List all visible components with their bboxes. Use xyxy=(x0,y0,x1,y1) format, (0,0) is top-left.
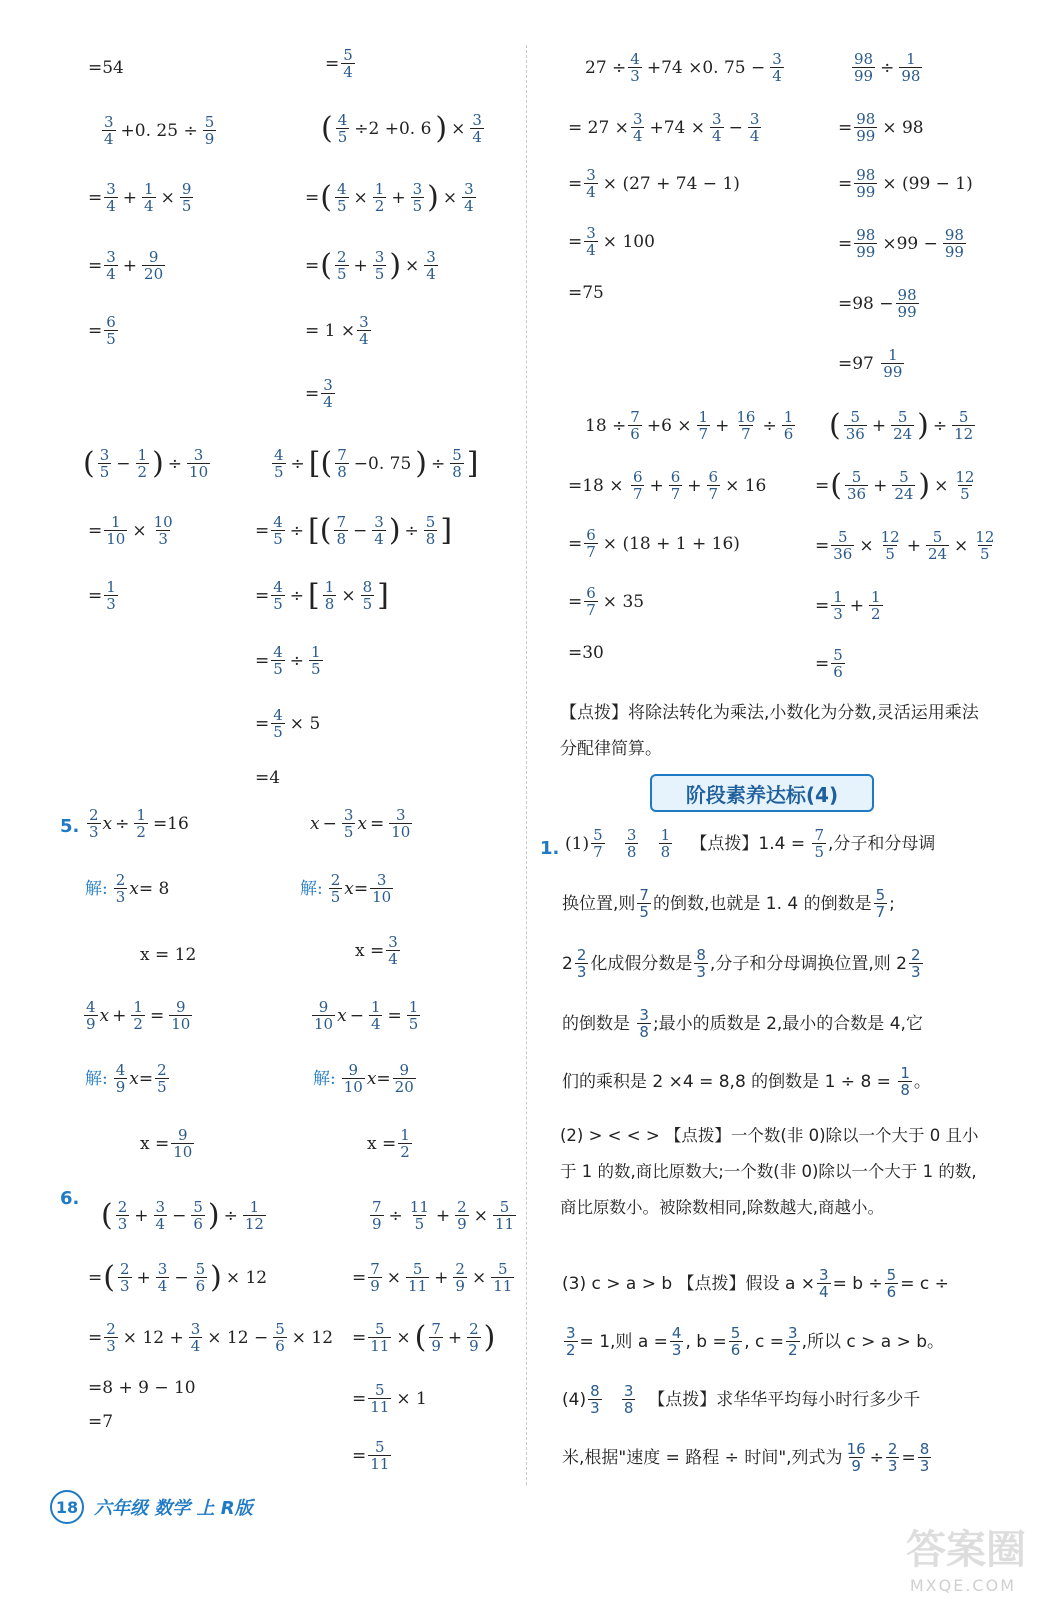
eq-4b: ( $\frac{4}{5}$ ÷2 +0. 6 ) × $\frac{3}{4}$ xyxy=(321,111,482,146)
step-5a-1: 解: 2 3 x = 8 xyxy=(85,871,170,906)
page-footer xyxy=(50,1490,253,1524)
step-t-2: = $\frac{6}{7}$ × (18 + 1 + 16) xyxy=(568,526,740,561)
eq-s1: $\frac{98}{99}$ ÷ $\frac{1}{98}$ xyxy=(854,50,921,85)
step-r-2: = $\frac{3}{4}$ × (27 + 74 − 1) xyxy=(568,166,740,201)
section-title: 阶段素养达标(4) xyxy=(650,774,874,812)
column-divider xyxy=(526,45,527,1485)
eq-t1: 18 ÷ $\frac{7}{6}$ +6 × $\frac{1}{7}$ + $\frac{16}{7}$ ÷ $\frac{1}{6}$ xyxy=(585,408,794,443)
eq-4d: $\frac{4}{5}$ ÷ [( 7 8 −0. 75 ) ÷ $\frac{5}{8}$ ] xyxy=(274,446,479,481)
step-t-3: = $\frac{6}{7}$ × 35 xyxy=(568,584,645,619)
step-4d-5: =4 xyxy=(255,768,281,788)
step-4a-2: = 3 4 + $\frac{9}{20}$ xyxy=(88,248,164,283)
step-t-4: =30 xyxy=(568,643,604,663)
answer-3-1: (3) c > a > b 【点拨】假设 a × $\frac{3}{4}$ = b ÷ $\frac{5}{6}$ = c ÷ xyxy=(562,1266,949,1301)
step-4b-4: = 3 4 xyxy=(305,376,333,411)
hint-note-1: 【点拨】将除法转化为乘法,小数化为分数,灵活运用乘法分配律简算。 xyxy=(560,703,979,759)
answer-1-4: 的倒数是 3 8 ;最小的质数是 2,最小的合数是 4,它 xyxy=(562,1006,923,1041)
watermark-url: MXQE.COM xyxy=(909,1576,1016,1595)
step-4a-3: = 6 5 xyxy=(88,313,116,348)
book-brand: 六年级 数学 上 R版 xyxy=(94,1498,253,1519)
step-4b-3: = 1 × 3 4 xyxy=(305,313,369,348)
step-6b-3: = $\frac{5}{11}$ × 1 xyxy=(352,1381,427,1416)
step-5d-2: x = $\frac{1}{2}$ xyxy=(367,1126,410,1161)
eq-5a: 2 3 x ÷ $\frac{1}{2}$ =16 xyxy=(89,806,189,841)
step-6a-2: = $\frac{2}{3}$ × 12 + $\frac{3}{4}$ × 12 − $\frac{5}{6}$ × 12 xyxy=(88,1320,334,1355)
eq-6b: $\frac{7}{9}$ ÷ $\frac{11}{5}$ + $\frac{2}{9}$ × $\frac{5}{11}$ xyxy=(372,1198,515,1233)
step-4d-3: = $\frac{4}{5}$ ÷ $\frac{1}{5}$ xyxy=(255,643,321,678)
step-6b-1: = $\frac{7}{9}$ × $\frac{5}{11}$ + $\frac{2}{9}$ × $\frac{5}{11}$ xyxy=(352,1260,513,1295)
eq-6a: ( 2 3 + $\frac{3}{4}$ − $\frac{5}{6}$ ) ÷ $\frac{1}{12}$ xyxy=(101,1198,264,1233)
step-r-3: = $\frac{3}{4}$ × 100 xyxy=(568,224,655,259)
eq-5d: 9 10 x − $\frac{1}{4}$ = $\frac{1}{5}$ xyxy=(314,998,419,1033)
step-u-3: = 1 3 + $\frac{1}{2}$ xyxy=(815,588,881,623)
step-6a-3: =8 + 9 − 10 xyxy=(88,1378,196,1398)
step-4b-2: = ( 2 5 + $\frac{3}{5}$ ) × $\frac{3}{4}$ xyxy=(305,248,436,283)
answer-1-3: 2 2 3 化成假分数是 8 3 ,分子和分母调换位置,则 2 2 3 xyxy=(562,946,921,981)
step-s-1: = $\frac{98}{99}$ × 98 xyxy=(838,110,924,145)
eq-4a: 3 4 +0. 25 ÷ $\frac{5}{9}$ xyxy=(104,113,215,148)
question-5-number: 5. xyxy=(60,816,80,837)
step-4c-1: = $\frac{1}{10}$ × $\frac{10}{3}$ xyxy=(88,513,173,548)
question-6-number: 6. xyxy=(60,1188,80,1209)
line-l2: = 5 4 xyxy=(325,46,353,81)
step-6b-2: = $\frac{5}{11}$ × ( 7 9 + $\frac{2}{9}$ ) xyxy=(352,1320,496,1355)
step-s-5: =97 1 99 xyxy=(838,346,903,381)
step-r-1: = 27 × 3 4 +74 × $\frac{3}{4}$ − $\frac{3}{4}$ xyxy=(568,110,760,145)
eq-4c: ( 3 5 − $\frac{1}{2}$ ) ÷ $\frac{3}{10}$ xyxy=(83,446,209,481)
step-6b-4: = 5 11 xyxy=(352,1438,390,1473)
step-t-1: =18 × $\frac{6}{7}$ + $\frac{6}{7}$ + $\frac{6}{7}$ × 16 xyxy=(568,468,767,503)
step-s-2: = $\frac{98}{99}$ × (99 − 1) xyxy=(838,166,973,201)
step-4b-1: = ( $\frac{4}{5}$ × $\frac{1}{2}$ + $\frac{3}{5}$ ) × $\frac{3}{4}$ xyxy=(305,180,474,215)
step-4d-2: = $\frac{4}{5}$ ÷ [ $\frac{1}{8}$ × $\frac{8}{5}$ ] xyxy=(255,578,389,613)
line-l1: =54 xyxy=(88,58,124,78)
answer-2: (2) > < < > 【点拨】一个数(非 0)除以一个大于 0 且小于 1 的数,商比原数大;一个数(非 0)除以一个大于 1 的数,商比原数小。被除数相同,除数越大,商越小。 xyxy=(560,1126,979,1217)
step-6a-4: =7 xyxy=(88,1412,114,1432)
step-5c-2: x = $\frac{9}{10}$ xyxy=(140,1126,193,1161)
step-u-1: = ( 5 36 + $\frac{5}{24}$ ) × $\frac{12}{5}$ xyxy=(815,468,975,503)
step-5b-1: 解: 2 5 x = 3 10 xyxy=(300,871,392,906)
step-r-4: =75 xyxy=(568,283,604,303)
answer-3-2: $\frac{3}{2}$ = 1,则 a = $\frac{4}{3}$ , b = $\frac{5}{6}$ , c = $\frac{3}{2}$ ,所以 c > a > b。 xyxy=(566,1324,945,1359)
eq-u1: ( 5 36 + $\frac{5}{24}$ ) ÷ $\frac{5}{12}$ xyxy=(829,408,974,443)
step-6a-1: = ( 2 3 + $\frac{3}{4}$ − $\frac{5}{6}$ ) × 12 xyxy=(88,1260,268,1295)
eq-r1: 27 ÷ $\frac{4}{3}$ +74 ×0. 75 − $\frac{3}{4}$ xyxy=(585,50,782,85)
step-u-4: = 5 6 xyxy=(815,646,843,681)
eq-5b: x − $\frac{3}{5}$ x = $\frac{3}{10}$ xyxy=(310,806,411,841)
step-u-2: = $\frac{5}{36}$ × $\frac{12}{5}$ + $\frac{5}{24}$ × $\frac{12}{5}$ xyxy=(815,528,995,563)
watermark-logo: 答案圈 xyxy=(906,1527,1026,1573)
step-s-3: = $\frac{98}{99}$ ×99 − $\frac{98}{99}$ xyxy=(838,226,964,261)
step-5a-2: x = 12 xyxy=(140,945,197,965)
step-5c-1: 解: 4 9 x = 2 5 xyxy=(85,1061,167,1096)
answer-4-1: (4) 8 3 3 8 【点拨】求华华平均每小时行多少千 xyxy=(562,1382,921,1417)
step-4d-4: = $\frac{4}{5}$ × 5 xyxy=(255,706,321,741)
step-s-4: =98 − $\frac{98}{99}$ xyxy=(838,286,917,321)
step-4a-1: = 3 4 + $\frac{1}{4}$ × $\frac{9}{5}$ xyxy=(88,180,192,215)
page-number: 18 xyxy=(50,1490,84,1524)
answer-1-5: 们的乘积是 2 ×4 = 8,8 的倒数是 1 ÷ 8 = $\frac{1}{8}$ 。 xyxy=(562,1064,931,1099)
step-5b-2: x = $\frac{3}{4}$ xyxy=(355,933,398,968)
answer-4-2: 米,根据"速度 = 路程 ÷ 时间",列式为 $\frac{16}{9}$ ÷ $\frac{2}{3}$ = $\frac{8}{3}$ xyxy=(562,1440,930,1475)
question-1-number: 1. xyxy=(540,838,560,859)
answer-1-1: (1) 5 7 3 8 1 8 【点拨】1.4 = $\frac{7}{5}$ ,分子和分母调 xyxy=(565,826,936,861)
step-4c-2: = 1 3 xyxy=(88,578,116,613)
eq-5c: 4 9 x + $\frac{1}{2}$ = $\frac{9}{10}$ xyxy=(86,998,191,1033)
step-5d-1: 解: 9 10 x = 9 20 xyxy=(313,1061,414,1096)
answer-1-2: 换位置,则 7 5 的倒数,也就是 1. 4 的倒数是 5 7 ; xyxy=(562,886,895,921)
step-4d-1: = $\frac{4}{5}$ ÷ [( 7 8 − $\frac{3}{4}$ ) ÷ $\frac{5}{8}$ ] xyxy=(255,513,453,548)
